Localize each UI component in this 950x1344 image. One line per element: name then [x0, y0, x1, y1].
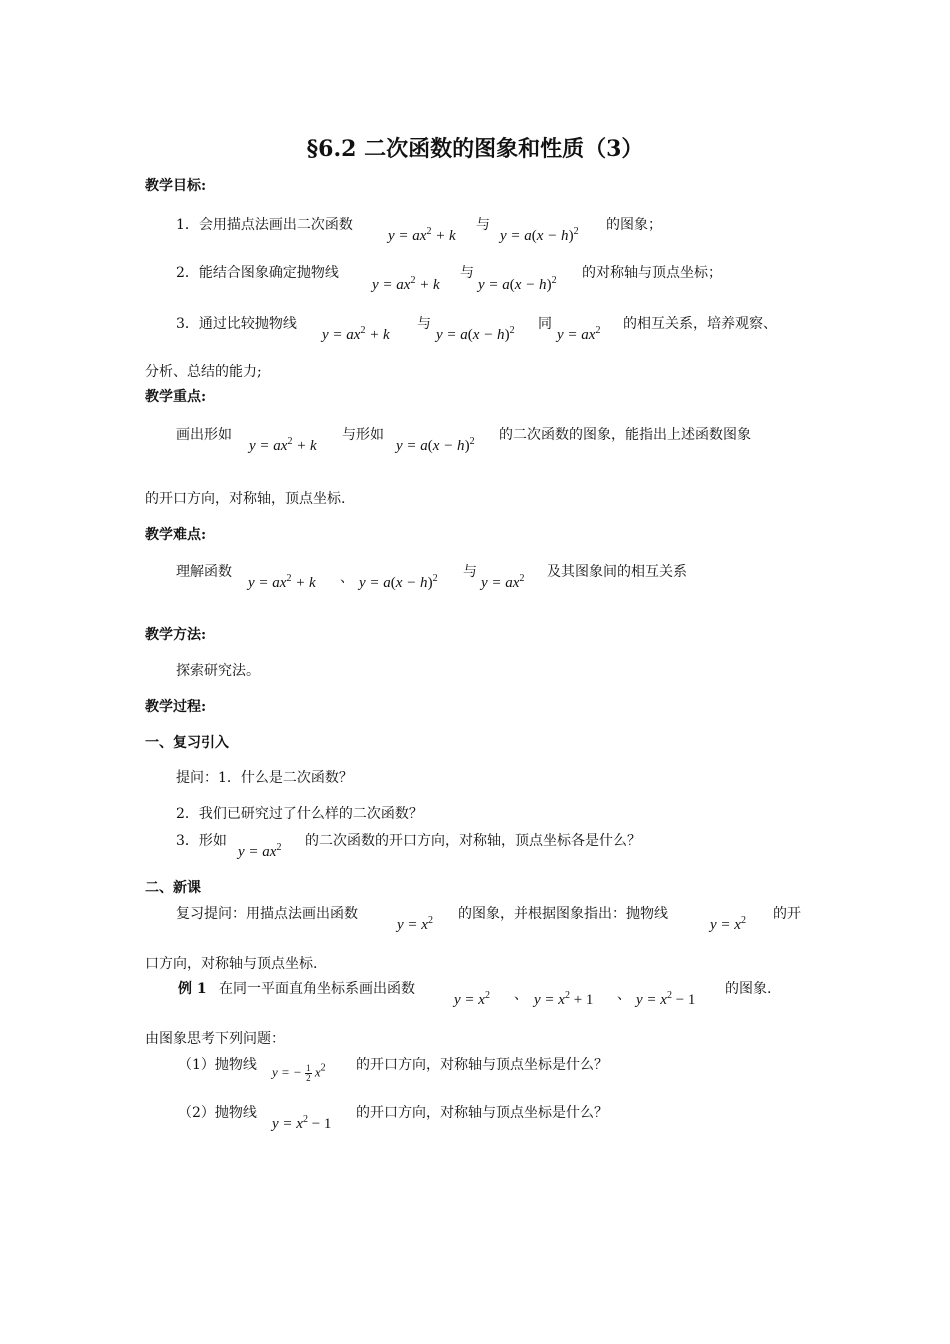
- review-question-3-b: 的二次函数的开口方向，对称轴，顶点坐标各是什么？: [305, 833, 641, 849]
- question-2-text-a: （2）抛物线: [178, 1105, 257, 1121]
- new-lesson-heading: 二、新课: [145, 880, 201, 896]
- formula-y-a-x-minus-h-sq: $y = a(x - h)^2$: [359, 573, 438, 591]
- new-lesson-text-d: 口方向，对称轴与顶点坐标.: [145, 956, 318, 972]
- key-points-text-c: 的二次函数的图象，能指出上述函数图象: [499, 427, 751, 443]
- formula-y-ax2-plus-k: $y = ax^2 + k$: [372, 275, 440, 293]
- formula-y-a-x-minus-h-sq: $y = a(x - h)^2$: [500, 226, 579, 244]
- new-lesson-text-b: 的图象，并根据图象指出：抛物线: [458, 906, 668, 922]
- method-text: 探索研究法。: [176, 663, 260, 679]
- method-heading: 教学方法:: [145, 627, 207, 643]
- key-points-text-d: 的开口方向，对称轴，顶点坐标.: [145, 491, 346, 507]
- difficulties-separator: 、: [340, 570, 354, 586]
- objective-1-text-c: 的图象；: [606, 217, 662, 233]
- question-2-text-b: 的开口方向，对称轴与顶点坐标是什么？: [356, 1105, 608, 1121]
- formula-y-x2-minus-1: $y = x^2 - 1$: [636, 990, 696, 1008]
- example-1-text-a: 在同一平面直角坐标系画出函数: [219, 981, 415, 997]
- new-lesson-text-a: 复习提问：用描点法画出函数: [176, 906, 358, 922]
- formula-y-ax2: $y = ax^2$: [238, 842, 282, 860]
- formula-y-ax2-plus-k: $y = ax^2 + k$: [249, 436, 317, 454]
- objective-2-text-a: 2．能结合图象确定抛物线: [176, 265, 339, 281]
- review-heading: 一、复习引入: [145, 735, 229, 751]
- example-1-label: 例 1: [178, 981, 207, 997]
- key-points-text-b: 与形如: [342, 427, 384, 443]
- objective-3-text-c: 同: [538, 316, 552, 332]
- objective-3-text-e: 分析、总结的能力;: [145, 364, 262, 380]
- review-question-2: 2．我们已研究过了什么样的二次函数？: [176, 806, 423, 822]
- new-lesson-text-c: 的开: [773, 906, 801, 922]
- example-1-text-b: 的图象.: [725, 981, 772, 997]
- formula-y-a-x-minus-h-sq: $y = a(x - h)^2$: [436, 325, 515, 343]
- formula-y-ax2-plus-k: $y = ax^2 + k$: [322, 325, 390, 343]
- key-points-heading: 教学重点:: [145, 389, 207, 405]
- formula-y-x2-plus-1: $y = x^2 + 1$: [534, 990, 594, 1008]
- objective-1-text-b: 与: [476, 217, 490, 233]
- objective-2-text-c: 的对称轴与顶点坐标；: [582, 265, 722, 281]
- objective-1-text-a: 1．会用描点法画出二次函数: [176, 217, 353, 233]
- example-1-separator-1: 、: [514, 987, 528, 1003]
- formula-y-x2: $y = x^2$: [454, 990, 490, 1008]
- question-1-text-a: （1）抛物线: [178, 1057, 257, 1073]
- formula-y-ax2-plus-k: $y = ax^2 + k$: [388, 226, 456, 244]
- page-title: §6.2 二次函数的图象和性质（3）: [306, 136, 644, 162]
- review-question-3-a: 3．形如: [176, 833, 227, 849]
- review-question-1: 提问：1．什么是二次函数？: [176, 770, 353, 786]
- objective-3-text-d: 的相互关系，培养观察、: [623, 316, 777, 332]
- difficulties-text-b: 与: [463, 564, 477, 580]
- objective-3-text-b: 与: [417, 316, 431, 332]
- formula-y-x2: $y = x^2$: [397, 915, 433, 933]
- think-intro: 由图象思考下列问题：: [145, 1031, 285, 1047]
- formula-y-x2: $y = x^2$: [710, 915, 746, 933]
- formula-y-a-x-minus-h-sq: $y = a(x - h)^2$: [478, 275, 557, 293]
- formula-y-ax2: $y = ax^2$: [481, 573, 525, 591]
- objective-2-text-b: 与: [460, 265, 474, 281]
- process-heading: 教学过程:: [145, 699, 207, 715]
- objectives-heading: 教学目标:: [145, 178, 207, 194]
- difficulties-text-c: 及其图象间的相互关系: [547, 564, 687, 580]
- question-1-text-b: 的开口方向，对称轴与顶点坐标是什么？: [356, 1057, 608, 1073]
- formula-y-ax2-plus-k: $y = ax^2 + k$: [248, 573, 316, 591]
- objective-3-text-a: 3．通过比较抛物线: [176, 316, 297, 332]
- formula-y-x2-minus-1: $y = x^2 - 1$: [272, 1114, 332, 1132]
- formula-y-a-x-minus-h-sq: $y = a(x - h)^2$: [396, 436, 475, 454]
- example-1-separator-2: 、: [617, 987, 631, 1003]
- formula-y-neg-half-x2: y = − $\frac{1}{2}$ $x^2$: [272, 1062, 326, 1083]
- key-points-text-a: 画出形如: [176, 427, 232, 443]
- difficulties-text-a: 理解函数: [176, 564, 232, 580]
- formula-y-ax2: $y = ax^2$: [557, 325, 601, 343]
- difficulties-heading: 教学难点:: [145, 527, 207, 543]
